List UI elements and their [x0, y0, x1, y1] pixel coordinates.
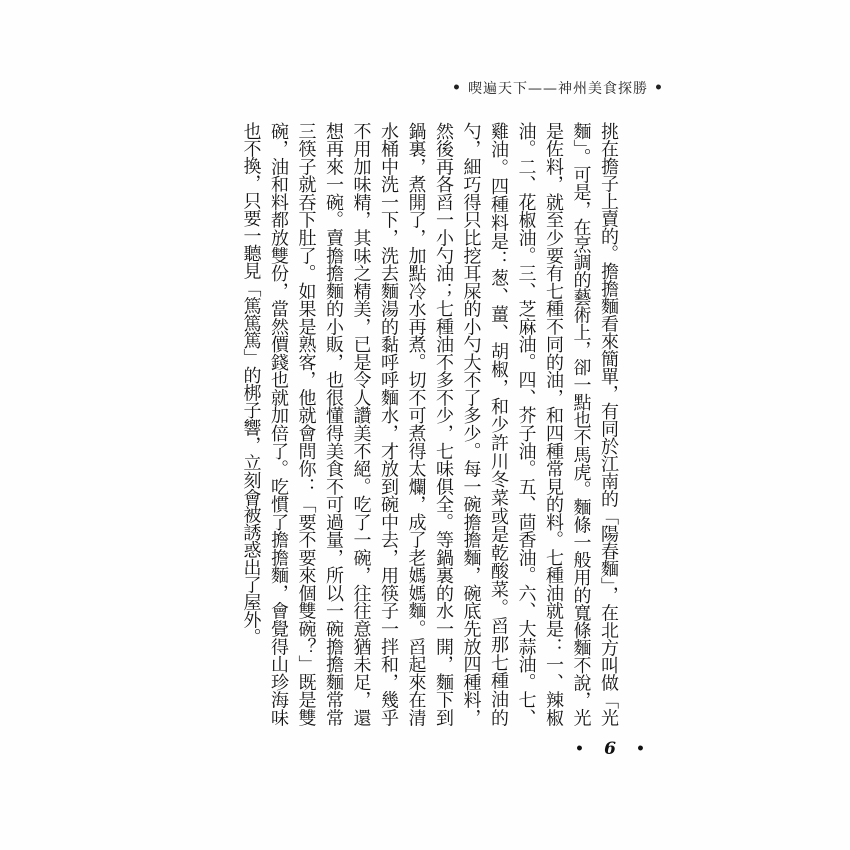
body-text-vertical — [212, 122, 622, 726]
running-header — [452, 78, 812, 98]
paragraph: 挑在擔子上賣的。擔擔麵看來簡單，有同於江南的「陽春麵」，在北方叫做「光麵」。可是，在烹調的藝術上，卻一點也不馬虎。麵條一般用的寬條麵不說，光是佐料，就至少要有七種不同的油，和四種常見的料。七種油就是：一、辣椒油。二、花椒油。三、芝麻油。四、芥子油。五、茴香油。六、大蒜油。七、雞油。四種料是：葱、薑、胡椒，和少許川冬菜或是乾酸菜。舀那七種油的勺，細巧得只比挖耳屎的小勺大不了多少。每一碗擔擔麵，碗底先放四種料，然後再各舀一小勺油；七種油不多不少，七味俱全。等鍋裏的水一開，麵下到鍋裏，煮開了，加點冷水再煮。切不可煮得太爛，成了老媽媽麵。舀起來在清水桶中洗一下，洗去麵湯的黏呼呼麵水，才放到碗中去，用筷子一拌和，幾乎不用加味精，其味之精美，已是令人讚美不絕。吃了一碗，往往意猶未足，還想再來一碗。賣擔擔麵的小販，也很懂得美食不可過量，所以一碗擔擔麵常常三筷子就吞下肚了。如果是熟客，他就會問你：「要不要來個雙碗？」既是雙碗，油和料都放雙份，當然價錢也就加倍了。吃慣了擔擔麵，會覺得山珍海味也不換，只要一聽見「篤篤篤」的梆子響，立刻會被誘惑出了屋外。 — [240, 122, 619, 726]
header-bullet-right: • — [653, 80, 664, 96]
page-number-bullet-left: • — [575, 741, 584, 757]
header-title: 喫遍天下——神州美食探勝 — [467, 81, 648, 97]
header-bullet-left: • — [452, 80, 462, 96]
page-number — [575, 738, 645, 760]
page-number-value: 6 — [604, 739, 616, 759]
page-number-bullet-right: • — [636, 741, 645, 757]
